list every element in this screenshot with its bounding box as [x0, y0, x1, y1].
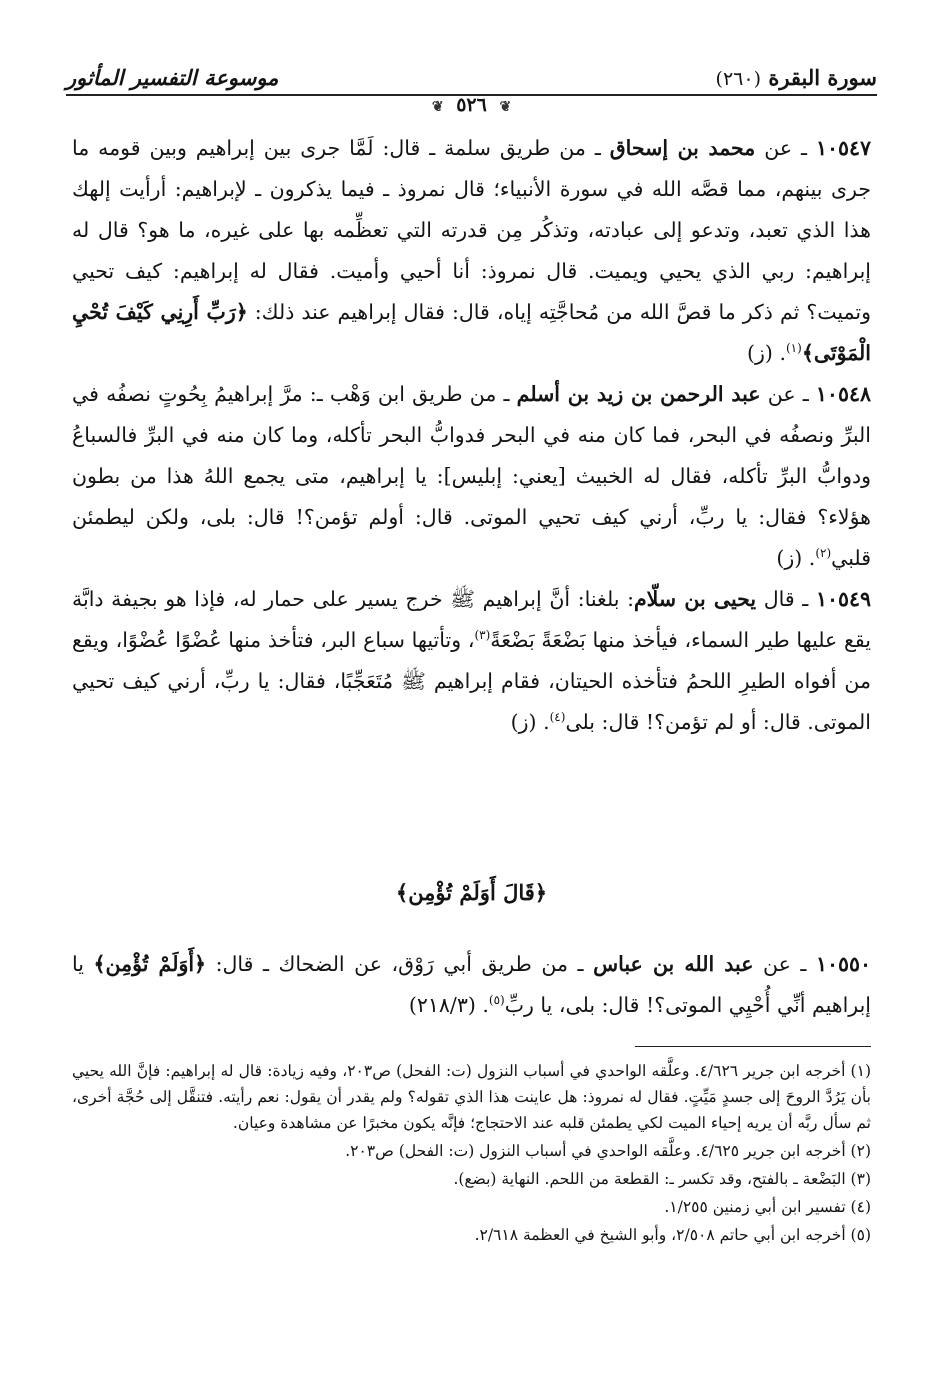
entry-text: ـ من طريق ابن وَهْب ـ: مرَّ إبراهيمُ بِحُوتٍ نصفُه في البرِّ ونصفُه في البحر، فما كان منه في البحر فدوابُّ البحر تأكله، وما كان منه في البرِّ فالسباعُ ودوابُّ البرِّ تأكله، فقال له الخبيث [يعني: إبليس]: يا إبراهيم، متى يجمع اللهُ هذا من بطون هؤلاء؟ فقال: يا ربِّ، أرني كيف تحيي الموتى. قال: أولم تؤمن؟! قال: بلى، ولكن ليطمئن قلبي [72, 382, 871, 570]
main-text-2 [72, 944, 871, 1026]
source-tag: (ز) [510, 710, 537, 734]
footnote: (١) أخرجه ابن جرير ٤/٦٢٦. وعلَّقه الواحدي في أسباب النزول (ت: الفحل) ص٢٠٣، وفيه زيادة: قال له إبراهيم: فإنَّ الله يحيي بأن يَرُدَّ الروحَ إلى جسدٍ مَيِّتٍ. فقال له نمروذ: هل عاينت هذا الذي تقوله؟ ولم يقدر أن يقول: نعم رأيته. فتنقَّل إلى حُجَّة أخرى، ثم سأل ربَّه أن يريه إحياء الميت لكي يطمئن قلبه عند الاحتجاج؛ فإنَّه يكون مخبرًا عن مشاهدة وعيان. [72, 1062, 872, 1132]
narrator-name: محمد بن إسحاق [609, 136, 756, 160]
source-tag: (ز) [747, 341, 773, 365]
entry-prefix: ـ عن [753, 952, 816, 976]
source-tag: (٢١٨/٣) [408, 993, 476, 1017]
ornament-icon: ❦ [431, 99, 444, 115]
footnote-ref[interactable]: (٤) [549, 710, 566, 725]
narrator-name: يحيى بن سلّام [633, 587, 757, 611]
entry-text-after: . [772, 341, 786, 365]
entry-paragraph [72, 579, 871, 743]
footnote-divider [635, 1046, 871, 1047]
entry-text-after: . [802, 546, 816, 570]
entry-text: ـ من طريق سلمة ـ قال: لَمَّا جرى بين إبراهيم وبين قومه ما جرى بينهم، مما قصَّه الله في سورة الأنبياء؛ قال نمروذ ـ فيما يذكرون ـ لإبراهيم: أرأيت إلهك هذا الذي تعبد، وتدعو إلى عبادته، وتذكُر مِن قدرته التي تعظِّمه بها على غيره، ما هو؟ قال له إبراهيم: ربي الذي يحيي ويميت. قال نمروذ: أنا أحيي وأميت. فقال له إبراهيم: كيف تحيي وتميت؟ ثم ذكر ما قصَّ الله من مُحاجَّتِه إياه، قال: فقال إبراهيم عند ذلك: [72, 136, 871, 324]
ayah-number: (٢٦٠) [715, 68, 761, 90]
footnote: (٤) تفسير ابن أبي زمنين ١/٢٥٥. [664, 1198, 871, 1216]
footnote: (٥) أخرجه ابن أبي حاتم ٢/٥٠٨، وأبو الشيخ في العظمة ٢/٦١٨. [474, 1226, 871, 1244]
entry-paragraph [72, 374, 871, 579]
running-header [66, 56, 877, 96]
surah-name: سورة البقرة [768, 65, 877, 90]
entry-text-after: ، وتأتيها سباع البر، فتأخذ منها عُضْوًا عُضْوًا، ويقع من أفواه الطيرِ اللحمُ فتأخذه الحيتان، فقام إبراهيم ﷺ مُتَعَجِّبًا، فقال: يا ربِّ، أرني كيف تحيي الموتى. قال: أو لم تؤمن؟! قال: بلى [72, 628, 871, 734]
ornament-icon: ❦ [499, 99, 512, 115]
entry-paragraph [72, 944, 871, 1026]
quran-quote: ﴿رَبِّ أَرِنِي كَيْفَ تُحْيِ الْمَوْتَى﴾ [72, 300, 871, 365]
entry-text: ـ من طريق أبي رَوْق، عن الضحاك ـ قال: [206, 952, 594, 976]
entry-paragraph [72, 128, 871, 374]
entry-text-after: . [475, 993, 489, 1017]
entry-prefix: ـ قال [756, 587, 816, 611]
footnote-ref[interactable]: (١) [785, 341, 802, 356]
source-tag: (ز) [776, 546, 803, 570]
footnote-ref[interactable]: (٣) [474, 628, 491, 643]
entry-prefix: ـ عن [760, 382, 816, 406]
footnotes [72, 1058, 871, 1250]
entry-number: ١٠٥٤٩ [815, 587, 872, 611]
footnote: (٣) البَضْعة ـ بالفتح، وقد تكسر ـ: القطعة من اللحم. النهاية (بضع). [453, 1170, 871, 1188]
entry-number: ١٠٥٥٠ [815, 952, 872, 976]
footnote-ref[interactable]: (٢) [815, 546, 832, 561]
page-number: ٥٢٦ [456, 94, 487, 116]
quran-quote: ﴿أَوَلَمْ تُؤْمِن﴾ [93, 952, 207, 976]
main-text [72, 128, 871, 743]
entry-text: : بلغنا: أنَّ إبراهيم ﷺ خرج يسير على حمار له، فإذا هو بجيفة دابَّة يقع عليها طير السماء، فيأخذ منها بَضْعَةً بَضْعَةً [72, 587, 871, 652]
book-title: موسوعة التفسير المأثور [66, 65, 279, 90]
surah-title [716, 65, 877, 94]
footnote-ref[interactable]: (٥) [488, 993, 505, 1008]
narrator-name: عبد الرحمن بن زيد بن أسلم [516, 382, 761, 406]
page-number-line [0, 94, 943, 116]
entry-number: ١٠٥٤٨ [815, 382, 871, 406]
entry-text-after: يا إبراهيم أنِّي أُحْيِي الموتى؟! قال: بلى، يا ربِّ [72, 952, 871, 1017]
entry-number: ١٠٥٤٧ [815, 136, 871, 160]
entry-text-after: . [536, 710, 550, 734]
entry-prefix: ـ عن [755, 136, 816, 160]
footnote: (٢) أخرجه ابن جرير ٤/٦٢٥. وعلَّقه الواحدي في أسباب النزول (ت: الفحل) ص٢٠٣. [345, 1142, 871, 1160]
narrator-name: عبد الله بن عباس [593, 952, 754, 976]
section-heading: ﴿قَالَ أَوَلَمْ تُؤْمِن﴾ [395, 880, 548, 905]
